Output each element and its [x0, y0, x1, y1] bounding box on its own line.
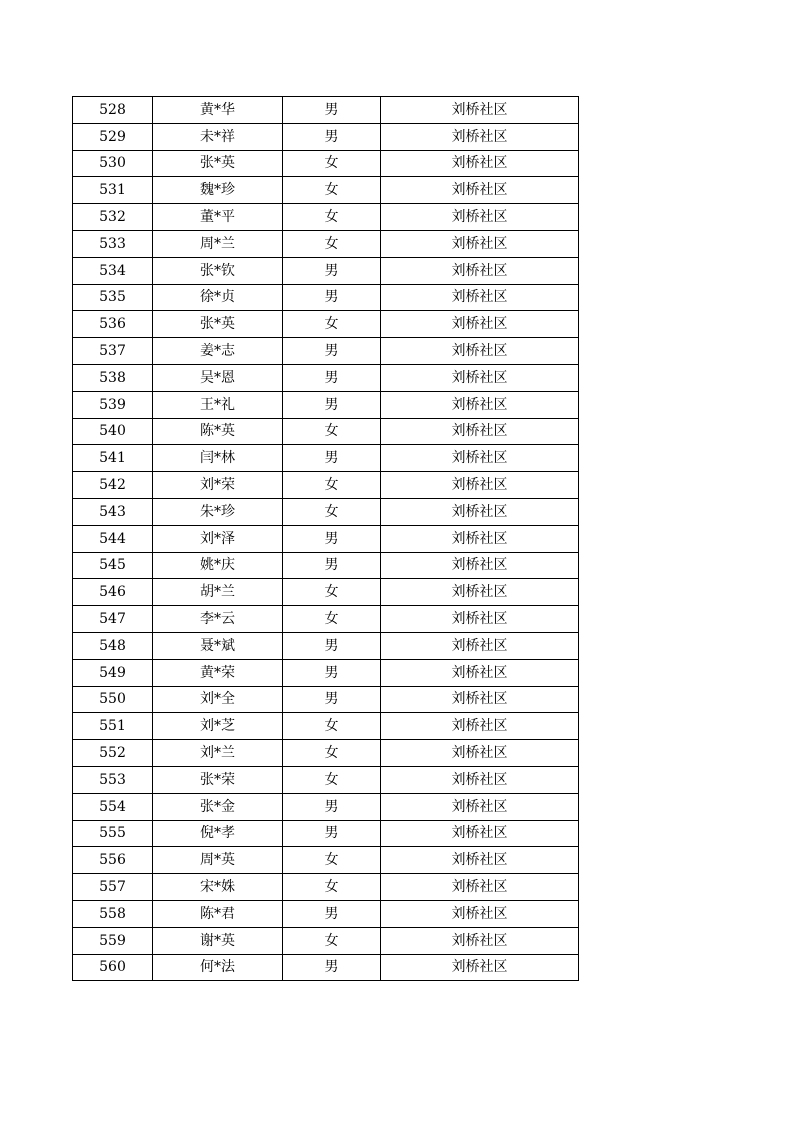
table-row [73, 472, 579, 499]
row-number-cell: 532 [73, 204, 153, 231]
name-cell: 魏*珍 [153, 177, 283, 204]
row-number-cell: 551 [73, 713, 153, 740]
row-number-cell: 543 [73, 498, 153, 525]
community-cell: 刘桥社区 [381, 659, 579, 686]
community-cell: 刘桥社区 [381, 284, 579, 311]
row-number-cell: 559 [73, 927, 153, 954]
community-cell: 刘桥社区 [381, 900, 579, 927]
table-row [73, 766, 579, 793]
table-row [73, 900, 579, 927]
table-row [73, 230, 579, 257]
name-cell: 朱*珍 [153, 498, 283, 525]
gender-cell: 男 [283, 97, 381, 124]
gender-cell: 女 [283, 740, 381, 767]
row-number-cell: 540 [73, 418, 153, 445]
community-cell: 刘桥社区 [381, 177, 579, 204]
table-row [73, 498, 579, 525]
row-number-cell: 554 [73, 793, 153, 820]
table-row [73, 525, 579, 552]
gender-cell: 女 [283, 579, 381, 606]
name-cell: 黄*华 [153, 97, 283, 124]
name-cell: 刘*泽 [153, 525, 283, 552]
community-cell: 刘桥社区 [381, 391, 579, 418]
gender-cell: 男 [283, 364, 381, 391]
row-number-cell: 534 [73, 257, 153, 284]
community-cell: 刘桥社区 [381, 954, 579, 981]
name-cell: 姚*庆 [153, 552, 283, 579]
row-number-cell: 530 [73, 150, 153, 177]
table-row [73, 579, 579, 606]
gender-cell: 男 [283, 257, 381, 284]
community-cell: 刘桥社区 [381, 204, 579, 231]
table-row [73, 311, 579, 338]
community-cell: 刘桥社区 [381, 874, 579, 901]
row-number-cell: 552 [73, 740, 153, 767]
table-row [73, 445, 579, 472]
community-cell: 刘桥社区 [381, 311, 579, 338]
name-cell: 未*祥 [153, 123, 283, 150]
name-cell: 陈*君 [153, 900, 283, 927]
table-row [73, 284, 579, 311]
gender-cell: 女 [283, 847, 381, 874]
name-cell: 王*礼 [153, 391, 283, 418]
table-row [73, 97, 579, 124]
gender-cell: 男 [283, 659, 381, 686]
community-cell: 刘桥社区 [381, 847, 579, 874]
roster-table [72, 96, 579, 981]
table-row [73, 713, 579, 740]
gender-cell: 男 [283, 338, 381, 365]
name-cell: 聂*斌 [153, 632, 283, 659]
community-cell: 刘桥社区 [381, 364, 579, 391]
row-number-cell: 541 [73, 445, 153, 472]
community-cell: 刘桥社区 [381, 606, 579, 633]
gender-cell: 男 [283, 820, 381, 847]
community-cell: 刘桥社区 [381, 472, 579, 499]
name-cell: 倪*孝 [153, 820, 283, 847]
gender-cell: 男 [283, 632, 381, 659]
roster-table-body [73, 97, 579, 981]
name-cell: 宋*姝 [153, 874, 283, 901]
row-number-cell: 548 [73, 632, 153, 659]
row-number-cell: 528 [73, 97, 153, 124]
community-cell: 刘桥社区 [381, 927, 579, 954]
name-cell: 刘*兰 [153, 740, 283, 767]
row-number-cell: 529 [73, 123, 153, 150]
name-cell: 董*平 [153, 204, 283, 231]
name-cell: 张*英 [153, 311, 283, 338]
community-cell: 刘桥社区 [381, 257, 579, 284]
row-number-cell: 535 [73, 284, 153, 311]
gender-cell: 男 [283, 284, 381, 311]
row-number-cell: 545 [73, 552, 153, 579]
table-row [73, 740, 579, 767]
name-cell: 闫*林 [153, 445, 283, 472]
table-row [73, 874, 579, 901]
name-cell: 周*英 [153, 847, 283, 874]
community-cell: 刘桥社区 [381, 552, 579, 579]
community-cell: 刘桥社区 [381, 97, 579, 124]
name-cell: 张*钦 [153, 257, 283, 284]
name-cell: 周*兰 [153, 230, 283, 257]
name-cell: 张*英 [153, 150, 283, 177]
row-number-cell: 544 [73, 525, 153, 552]
row-number-cell: 536 [73, 311, 153, 338]
row-number-cell: 537 [73, 338, 153, 365]
row-number-cell: 539 [73, 391, 153, 418]
community-cell: 刘桥社区 [381, 820, 579, 847]
community-cell: 刘桥社区 [381, 498, 579, 525]
gender-cell: 男 [283, 900, 381, 927]
table-row [73, 338, 579, 365]
table-row [73, 954, 579, 981]
gender-cell: 女 [283, 713, 381, 740]
table-row [73, 632, 579, 659]
community-cell: 刘桥社区 [381, 579, 579, 606]
table-row [73, 552, 579, 579]
name-cell: 刘*荣 [153, 472, 283, 499]
table-row [73, 659, 579, 686]
name-cell: 姜*志 [153, 338, 283, 365]
gender-cell: 女 [283, 472, 381, 499]
gender-cell: 男 [283, 552, 381, 579]
community-cell: 刘桥社区 [381, 230, 579, 257]
name-cell: 张*金 [153, 793, 283, 820]
name-cell: 吴*恩 [153, 364, 283, 391]
row-number-cell: 546 [73, 579, 153, 606]
community-cell: 刘桥社区 [381, 338, 579, 365]
community-cell: 刘桥社区 [381, 740, 579, 767]
row-number-cell: 533 [73, 230, 153, 257]
table-row [73, 820, 579, 847]
row-number-cell: 555 [73, 820, 153, 847]
table-row [73, 204, 579, 231]
gender-cell: 女 [283, 311, 381, 338]
gender-cell: 女 [283, 177, 381, 204]
gender-cell: 男 [283, 954, 381, 981]
row-number-cell: 549 [73, 659, 153, 686]
community-cell: 刘桥社区 [381, 418, 579, 445]
row-number-cell: 560 [73, 954, 153, 981]
gender-cell: 女 [283, 927, 381, 954]
gender-cell: 男 [283, 525, 381, 552]
name-cell: 刘*芝 [153, 713, 283, 740]
table-row [73, 847, 579, 874]
table-row [73, 150, 579, 177]
community-cell: 刘桥社区 [381, 445, 579, 472]
community-cell: 刘桥社区 [381, 713, 579, 740]
name-cell: 李*云 [153, 606, 283, 633]
gender-cell: 男 [283, 793, 381, 820]
community-cell: 刘桥社区 [381, 686, 579, 713]
row-number-cell: 531 [73, 177, 153, 204]
community-cell: 刘桥社区 [381, 525, 579, 552]
gender-cell: 女 [283, 766, 381, 793]
table-row [73, 793, 579, 820]
row-number-cell: 550 [73, 686, 153, 713]
row-number-cell: 538 [73, 364, 153, 391]
community-cell: 刘桥社区 [381, 766, 579, 793]
table-row [73, 391, 579, 418]
row-number-cell: 542 [73, 472, 153, 499]
gender-cell: 男 [283, 391, 381, 418]
row-number-cell: 558 [73, 900, 153, 927]
gender-cell: 女 [283, 418, 381, 445]
table-row [73, 606, 579, 633]
name-cell: 黄*荣 [153, 659, 283, 686]
gender-cell: 女 [283, 498, 381, 525]
name-cell: 徐*贞 [153, 284, 283, 311]
table-row [73, 686, 579, 713]
gender-cell: 女 [283, 606, 381, 633]
gender-cell: 女 [283, 874, 381, 901]
row-number-cell: 547 [73, 606, 153, 633]
table-row [73, 257, 579, 284]
name-cell: 刘*全 [153, 686, 283, 713]
community-cell: 刘桥社区 [381, 632, 579, 659]
community-cell: 刘桥社区 [381, 123, 579, 150]
table-row [73, 418, 579, 445]
name-cell: 谢*英 [153, 927, 283, 954]
gender-cell: 女 [283, 204, 381, 231]
name-cell: 陈*英 [153, 418, 283, 445]
table-row [73, 927, 579, 954]
row-number-cell: 553 [73, 766, 153, 793]
table-row [73, 364, 579, 391]
gender-cell: 男 [283, 686, 381, 713]
gender-cell: 女 [283, 230, 381, 257]
name-cell: 何*法 [153, 954, 283, 981]
name-cell: 胡*兰 [153, 579, 283, 606]
name-cell: 张*荣 [153, 766, 283, 793]
gender-cell: 男 [283, 445, 381, 472]
gender-cell: 男 [283, 123, 381, 150]
table-row [73, 177, 579, 204]
community-cell: 刘桥社区 [381, 793, 579, 820]
row-number-cell: 556 [73, 847, 153, 874]
community-cell: 刘桥社区 [381, 150, 579, 177]
table-row [73, 123, 579, 150]
row-number-cell: 557 [73, 874, 153, 901]
gender-cell: 女 [283, 150, 381, 177]
